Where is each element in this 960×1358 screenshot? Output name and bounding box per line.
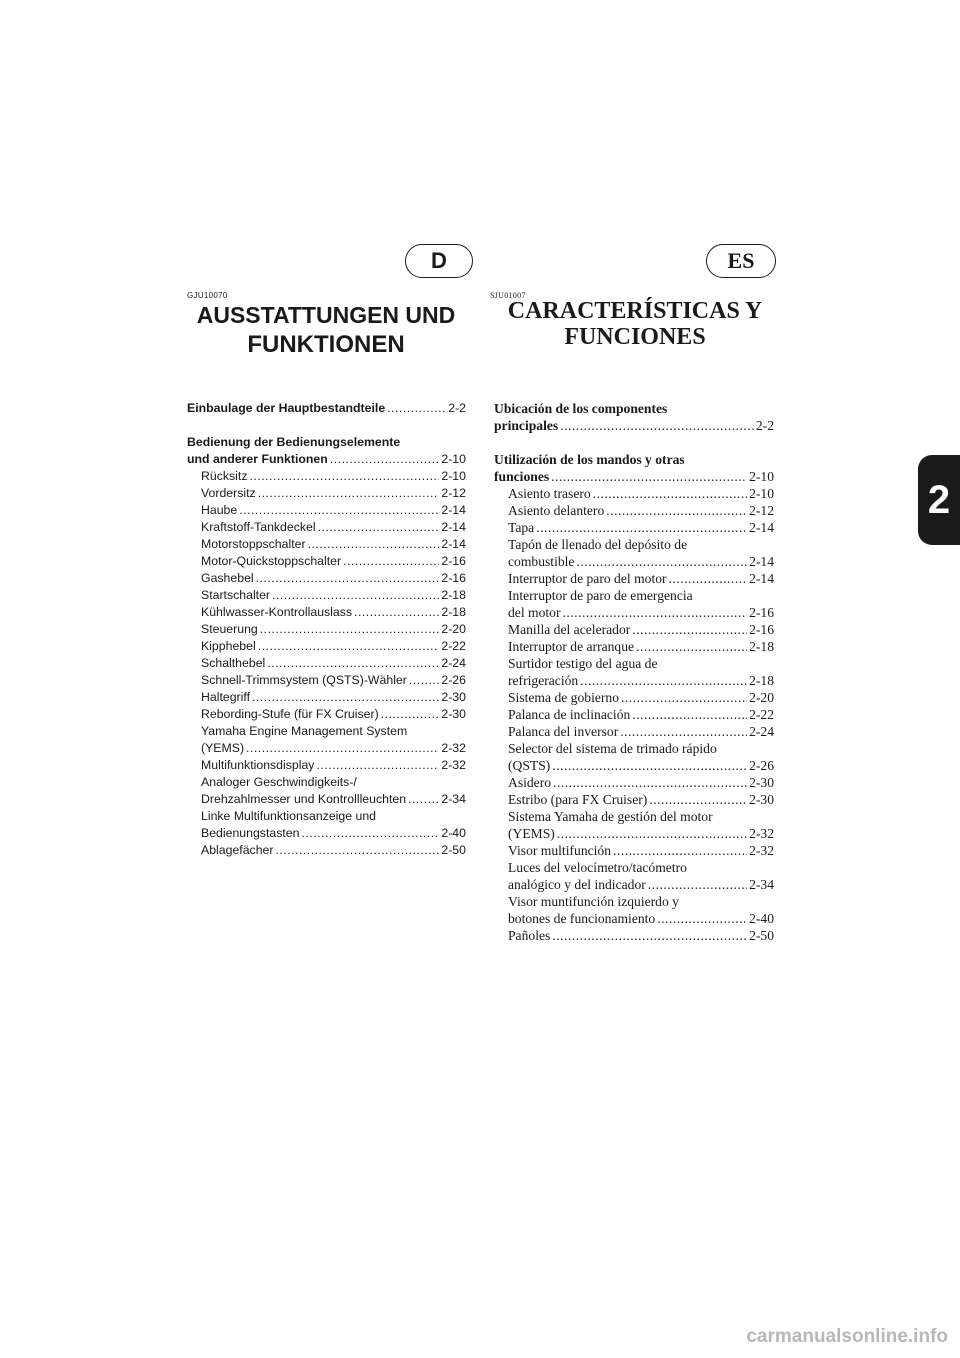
toc-page-number: 2-16 (441, 554, 466, 568)
dot-leader (613, 842, 747, 859)
toc-item-title: analógico y del indicador (508, 877, 646, 892)
toc-page-number: 2-20 (441, 622, 466, 636)
toc-item[interactable] (494, 519, 774, 536)
dot-leader (657, 910, 747, 927)
toc-section[interactable] (494, 417, 774, 434)
dot-leader (551, 468, 747, 485)
toc-item[interactable] (187, 570, 466, 587)
dot-leader (606, 502, 747, 519)
toc-page-number: 2-10 (441, 469, 466, 483)
toc-item-title: Estribo (para FX Cruiser) (508, 792, 648, 807)
dot-leader (593, 485, 747, 502)
toc-item-title: (YEMS) (201, 741, 245, 755)
toc-item-title: Asidero (508, 775, 552, 790)
toc-item[interactable] (187, 536, 466, 553)
toc-item-title: Haltegriff (201, 690, 250, 704)
toc-page-number: 2-30 (749, 792, 774, 807)
toc-page-number: 2-10 (441, 452, 466, 466)
dot-leader (576, 553, 747, 570)
table-of-contents-german (187, 400, 466, 859)
title-line: CARACTERÍSTICAS Y (507, 298, 763, 324)
toc-page-number: 2-12 (749, 503, 774, 518)
toc-page-number: 2-18 (441, 605, 466, 619)
toc-item-title: Interruptor de arranque (508, 639, 635, 654)
toc-item-title: Tapa (508, 520, 535, 535)
toc-item[interactable] (187, 706, 466, 723)
toc-item-title: refrigeración (508, 673, 579, 688)
dot-leader (669, 570, 748, 587)
dot-leader (249, 468, 439, 485)
toc-page-number: 2-2 (755, 418, 774, 433)
dot-leader (275, 842, 439, 859)
toc-page-number: 2-26 (749, 758, 774, 773)
toc-page-number: 2-40 (441, 826, 466, 840)
language-badge-spanish: ES (706, 244, 776, 278)
toc-page-number: 2-18 (749, 639, 774, 654)
toc-page-number: 2-24 (441, 656, 466, 670)
toc-item-title: Luces del velocímetro/tacómetro (508, 860, 687, 875)
dot-leader (387, 400, 446, 417)
toc-item-title: Motor-Quickstoppschalter (201, 554, 342, 568)
toc-item-title: Schnell-Trimmsystem (QSTS)-Wähler (201, 673, 407, 687)
reference-code-german: GJU10070 (187, 291, 228, 300)
toc-page-number: 2-16 (749, 622, 774, 637)
footer-watermark: carmanualsonline.info (746, 1326, 948, 1347)
toc-item[interactable] (187, 553, 466, 570)
dot-leader (580, 672, 747, 689)
toc-page-number: 2-16 (441, 571, 466, 585)
toc-page-number: 2-30 (749, 775, 774, 790)
toc-section-title: und anderer Funktionen (187, 452, 328, 466)
toc-item-title: Visor multifunción (508, 843, 612, 858)
toc-page-number: 2-40 (749, 911, 774, 926)
toc-item-title: Rücksitz (201, 469, 248, 483)
toc-item[interactable] (187, 587, 466, 604)
toc-item[interactable] (187, 485, 466, 502)
toc-page-number: 2-32 (749, 826, 774, 841)
title-line: FUNCIONES (564, 324, 706, 350)
toc-item[interactable] (187, 757, 466, 774)
dot-leader (536, 519, 747, 536)
toc-page-number: 2-14 (441, 537, 466, 551)
toc-page-number: 2-14 (441, 520, 466, 534)
toc-page-number: 2-34 (441, 792, 466, 806)
toc-page-number: 2-30 (441, 690, 466, 704)
toc-section-title: funciones (494, 469, 550, 484)
dot-leader (256, 570, 440, 587)
toc-section-title: Bedienung der Bedienungselemente (187, 435, 401, 449)
toc-item[interactable] (187, 502, 466, 519)
toc-item-title: (QSTS) (508, 758, 551, 773)
toc-page-number: 2-14 (749, 571, 774, 586)
toc-item-title: Kipphebel (201, 639, 256, 653)
toc-section-title: Utilización de los mandos y otras (494, 452, 685, 467)
toc-item-title: (YEMS) (508, 826, 555, 841)
toc-page-number: 2-16 (749, 605, 774, 620)
toc-item[interactable] (494, 485, 774, 502)
dot-leader (552, 757, 747, 774)
toc-page-number: 2-20 (749, 690, 774, 705)
toc-item-title: del motor (508, 605, 561, 620)
language-badge-german: D (405, 244, 473, 278)
toc-page-number: 2-26 (441, 673, 466, 687)
dot-leader (258, 638, 440, 655)
toc-page-number: 2-32 (441, 758, 466, 772)
toc-item[interactable] (494, 689, 774, 706)
toc-item-title: Vordersitz (201, 486, 256, 500)
toc-page-number: 2-12 (441, 486, 466, 500)
dot-leader (620, 723, 747, 740)
toc-item-title: Multifunktionsdisplay (201, 758, 315, 772)
toc-item-title: Pañoles (508, 928, 551, 943)
toc-item-title: Tapón de llenado del depósito de (508, 537, 688, 552)
toc-item-title: Schalthebel (201, 656, 266, 670)
toc-item-title: combustible (508, 554, 575, 569)
toc-item-title: Analoger Geschwindigkeits-/ (201, 775, 357, 789)
toc-page-number: 2-14 (749, 554, 774, 569)
toc-item[interactable] (187, 638, 466, 655)
toc-page-number: 2-18 (441, 588, 466, 602)
toc-item-title: Haube (201, 503, 238, 517)
toc-item[interactable] (187, 604, 466, 621)
dot-leader (408, 791, 439, 808)
toc-item[interactable] (187, 468, 466, 485)
toc-item-title: Kühlwasser-Kontrollauslass (201, 605, 353, 619)
dot-leader (636, 638, 747, 655)
title-line: FUNKTIONEN (247, 331, 405, 358)
toc-item-title: Motorstoppschalter (201, 537, 306, 551)
toc-item[interactable] (187, 740, 466, 757)
toc-item-title: Manilla del acelerador (508, 622, 631, 637)
toc-item-title: Palanca de inclinación (508, 707, 631, 722)
toc-item-title: Asiento trasero (508, 486, 591, 501)
dot-leader (560, 417, 754, 434)
toc-item[interactable] (187, 519, 466, 536)
toc-item[interactable] (187, 791, 466, 808)
toc-section[interactable] (187, 451, 466, 468)
dot-leader (343, 553, 439, 570)
toc-page-number: 2-32 (441, 741, 466, 755)
chapter-title-german (182, 300, 470, 360)
dot-leader (553, 774, 747, 791)
toc-page-number: 2-2 (448, 401, 466, 415)
toc-item[interactable] (494, 825, 774, 842)
toc-item-title: Startschalter (201, 588, 271, 602)
dot-leader (260, 621, 440, 638)
dot-leader (330, 451, 440, 468)
toc-page-number: 2-14 (441, 503, 466, 517)
dot-leader (318, 519, 440, 536)
dot-leader (308, 536, 440, 553)
dot-leader (648, 876, 747, 893)
toc-section-title: principales (494, 418, 559, 433)
dot-leader (557, 825, 747, 842)
dot-leader (632, 706, 747, 723)
toc-item[interactable] (494, 621, 774, 638)
toc-item-title: Linke Multifunktionsanzeige und (201, 809, 377, 823)
toc-item-title: Interruptor de paro del motor (508, 571, 667, 586)
toc-section[interactable] (187, 400, 466, 417)
toc-item-title: Steuerung (201, 622, 258, 636)
toc-item[interactable] (494, 638, 774, 655)
dot-leader (272, 587, 439, 604)
toc-page-number: 2-22 (441, 639, 466, 653)
toc-item[interactable] (187, 842, 466, 859)
toc-page-number: 2-22 (749, 707, 774, 722)
dot-leader (649, 791, 747, 808)
toc-item[interactable] (494, 791, 774, 808)
dot-leader (562, 604, 747, 621)
toc-item-title: Surtidor testigo del agua de (508, 656, 658, 671)
toc-item-title: Selector del sistema de trimado rápido (508, 741, 717, 756)
table-of-contents-spanish (494, 400, 774, 944)
toc-item-title: Sistema de gobierno (508, 690, 619, 705)
toc-item-title: Drehzahlmesser und Kontrollleuchten (201, 792, 407, 806)
toc-item[interactable] (494, 706, 774, 723)
dot-leader (632, 621, 747, 638)
chapter-title-spanish (490, 298, 780, 350)
toc-page-number: 2-14 (749, 520, 774, 535)
dot-leader (354, 604, 439, 621)
toc-section-title: Ubicación de los componentes (494, 401, 668, 416)
toc-item-title: Rebording-Stufe (für FX Cruiser) (201, 707, 379, 721)
toc-item[interactable] (494, 502, 774, 519)
toc-item-title: Sistema Yamaha de gestión del motor (508, 809, 713, 824)
reference-code-spanish: SJU01007 (490, 291, 526, 300)
toc-page-number: 2-18 (749, 673, 774, 688)
toc-page-number: 2-50 (441, 843, 466, 857)
toc-item[interactable] (494, 842, 774, 859)
dot-leader (301, 825, 439, 842)
toc-item[interactable] (494, 723, 774, 740)
toc-item[interactable] (187, 655, 466, 672)
toc-item[interactable] (494, 553, 774, 570)
dot-leader (258, 485, 440, 502)
toc-item[interactable] (494, 774, 774, 791)
toc-page-number: 2-30 (441, 707, 466, 721)
toc-item[interactable] (494, 910, 774, 927)
toc-item[interactable] (187, 825, 466, 842)
toc-item[interactable] (187, 621, 466, 638)
dot-leader (316, 757, 439, 774)
chapter-tab: 2 (918, 455, 960, 545)
toc-item-title: Visor muntifunción izquierdo y (508, 894, 679, 909)
toc-page-number: 2-32 (749, 843, 774, 858)
dot-leader (621, 689, 747, 706)
toc-item[interactable] (494, 604, 774, 621)
toc-item[interactable] (494, 757, 774, 774)
toc-page-number: 2-24 (749, 724, 774, 739)
toc-item-title: Kraftstoff-Tankdeckel (201, 520, 316, 534)
toc-item-title: Bedienungstasten (201, 826, 300, 840)
toc-section[interactable] (494, 468, 774, 485)
toc-item[interactable] (187, 689, 466, 706)
toc-page-number: 2-10 (749, 469, 774, 484)
dot-leader (552, 927, 747, 944)
dot-leader (409, 672, 440, 689)
toc-item[interactable] (494, 876, 774, 893)
toc-item-title: Palanca del inversor (508, 724, 619, 739)
dot-leader (252, 689, 439, 706)
toc-item-title: Yamaha Engine Management System (201, 724, 408, 738)
toc-item-title: botones de funcionamiento (508, 911, 656, 926)
dot-leader (239, 502, 439, 519)
toc-item-title: Interruptor de paro de emergencia (508, 588, 693, 603)
title-line: AUSSTATTUNGEN UND (196, 302, 456, 328)
toc-item[interactable] (494, 672, 774, 689)
toc-page-number: 2-34 (749, 877, 774, 892)
toc-item[interactable] (494, 570, 774, 587)
dot-leader (381, 706, 440, 723)
toc-item[interactable] (187, 672, 466, 689)
toc-item-title: Ablagefächer (201, 843, 274, 857)
toc-item-title: Gashebel (201, 571, 254, 585)
dot-leader (267, 655, 439, 672)
toc-item[interactable] (494, 927, 774, 944)
toc-page-number: 2-10 (749, 486, 774, 501)
dot-leader (246, 740, 439, 757)
toc-page-number: 2-50 (749, 928, 774, 943)
toc-item-title: Asiento delantero (508, 503, 605, 518)
toc-section-title: Einbaulage der Hauptbestandteile (187, 401, 386, 415)
